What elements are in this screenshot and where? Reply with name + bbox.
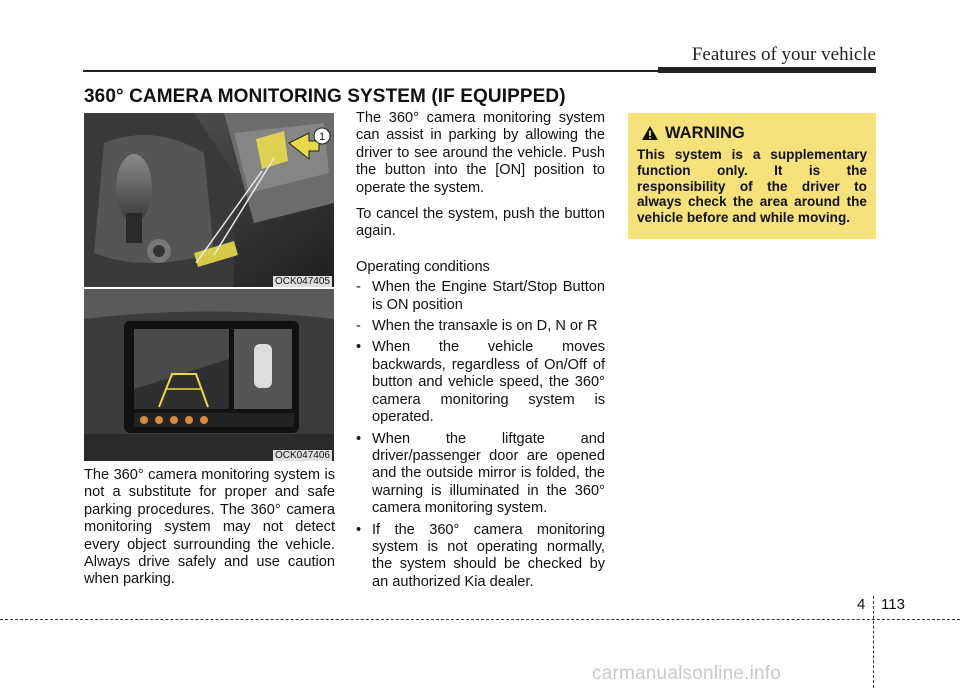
photo-code: OCK047405 (274, 276, 330, 287)
warning-title: WARNING (665, 123, 745, 142)
list-item (356, 522, 605, 592)
list-marker: - (356, 318, 361, 335)
conditions-list (356, 279, 605, 591)
list-item (356, 318, 605, 335)
main-column (356, 110, 605, 595)
intro-paragraph: The 360° camera monitoring system can assist in parking by allowing the driver to see around the vehicle. Push the button into the [ON] position to operate the system. (356, 110, 605, 196)
list-marker: - (356, 279, 361, 296)
list-marker: • (356, 339, 362, 356)
cancel-paragraph: To cancel the system, push the button again. (356, 206, 605, 240)
list-item (356, 431, 605, 518)
warning-text: This system is a supplementary function only. It is the responsibility of the driver to always check the area around the vehicle before and while moving. (637, 147, 867, 226)
list-item (356, 339, 605, 426)
list-marker: • (356, 430, 362, 447)
list-item (356, 279, 605, 314)
footer-rule (0, 619, 960, 620)
watermark: carmanualsonline.info (592, 663, 782, 684)
list-item-text: When the Engine Start/Stop Button is ON position (372, 279, 605, 313)
conditions-title: Operating conditions (356, 258, 490, 275)
warning-header (641, 123, 867, 143)
list-item-text: When the vehicle moves backwards, regardless of On/Off of button and vehicle speed, the 360° camera monitoring system is operated. (372, 339, 605, 426)
section-title: 360° CAMERA MONITORING SYSTEM (IF EQUIPPED) (84, 86, 566, 107)
chapter-number: 4 (857, 596, 866, 613)
callout-number: 1 (318, 131, 326, 143)
photo-code: OCK047406 (274, 450, 330, 461)
list-item-text: When the liftgate and driver/passenger door are opened and the outside mirror is folded, the warning is illuminated in the 360° camera monitoring system. (372, 430, 605, 517)
warning-box (628, 113, 876, 239)
header-title: Features of your vehicle (691, 44, 876, 65)
console-photo (84, 113, 334, 287)
list-marker: • (356, 521, 362, 538)
left-paragraph: The 360° camera monitoring system is not a substitute for proper and safe parking procedures. The 360° camera monitoring system may not detect every object surrounding the vehicle. Always drive safely and use caution when parking. (84, 467, 335, 588)
screen-photo (84, 289, 334, 461)
list-item-text: When the transaxle is on D, N or R (372, 318, 598, 335)
warning-triangle-icon (641, 125, 659, 141)
list-item-text: If the 360° camera monitoring system is not operating normally, the system should be checked by an authorized Kia dealer. (372, 521, 605, 590)
page-separator (873, 596, 874, 688)
header-rule-accent (658, 67, 876, 73)
page-number: 113 (881, 596, 905, 613)
